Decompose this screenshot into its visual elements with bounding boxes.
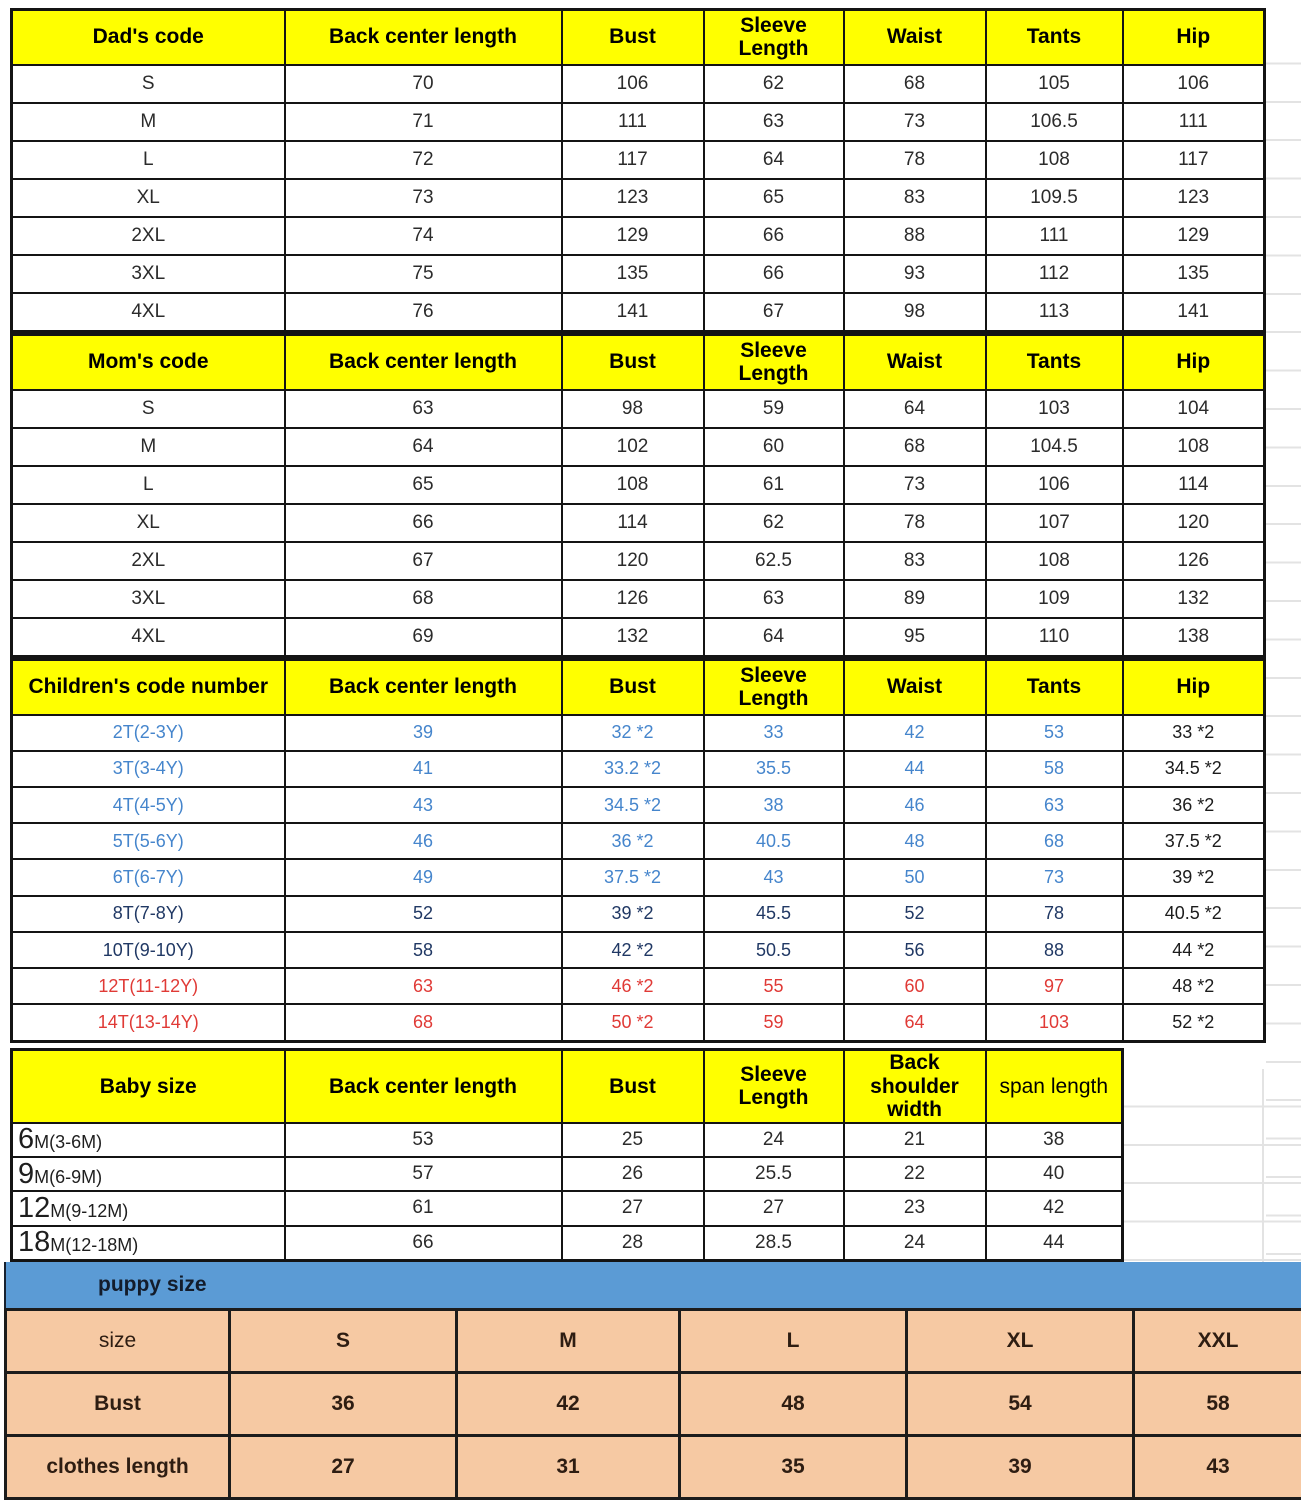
table-cell: 108 xyxy=(986,141,1123,179)
table-cell: 27 xyxy=(230,1436,457,1499)
table-cell: 66 xyxy=(285,504,562,542)
table-cell: 67 xyxy=(704,293,844,332)
table-cell: 24 xyxy=(844,1226,986,1261)
column-header: Back center length xyxy=(285,10,562,65)
table-cell: 75 xyxy=(285,255,562,293)
mom-table-header xyxy=(12,335,1265,390)
table-cell: 66 xyxy=(704,217,844,255)
table-cell: 78 xyxy=(986,896,1123,932)
size-label-big: 12 xyxy=(18,1191,51,1224)
table-cell: 40 xyxy=(986,1157,1123,1191)
puppy-size-band xyxy=(4,1262,1301,1308)
table-cell: 42 xyxy=(457,1373,680,1436)
table-cell: 44 *2 xyxy=(1123,932,1265,968)
table-cell: 23 xyxy=(844,1191,986,1225)
table-cell: 61 xyxy=(704,466,844,504)
column-header: span length xyxy=(986,1050,1123,1123)
table-cell: 21 xyxy=(844,1123,986,1157)
table-row xyxy=(12,1004,1265,1041)
table-cell: 33 xyxy=(704,715,844,751)
table-cell: 42 xyxy=(986,1191,1123,1225)
table-cell: 62 xyxy=(704,504,844,542)
table-cell: 44 xyxy=(844,751,986,787)
table-cell: 42 *2 xyxy=(562,932,704,968)
table-cell: 106.5 xyxy=(986,103,1123,141)
table-cell: 88 xyxy=(844,217,986,255)
table-cell: 110 xyxy=(986,618,1123,657)
table-cell: 73 xyxy=(844,466,986,504)
table-cell: 123 xyxy=(1123,179,1265,217)
table-cell: L xyxy=(12,466,285,504)
column-header: Bust xyxy=(562,660,704,715)
table-cell: 106 xyxy=(1123,65,1265,103)
table-cell: 108 xyxy=(1123,428,1265,466)
table-cell: 40.5 *2 xyxy=(1123,896,1265,932)
table-cell: 8T(7-8Y) xyxy=(12,896,285,932)
table-cell: 27 xyxy=(704,1191,844,1225)
size-label-cell xyxy=(12,1123,285,1157)
table-cell: 58 xyxy=(285,932,562,968)
row-label-cell: Bust xyxy=(6,1373,230,1436)
table-cell: 109 xyxy=(986,580,1123,618)
table-cell: 39 *2 xyxy=(1123,859,1265,895)
table-cell: 32 *2 xyxy=(562,715,704,751)
column-header: Hip xyxy=(1123,335,1265,390)
table-row xyxy=(12,1191,1123,1225)
table-row xyxy=(12,618,1265,657)
table-cell: 117 xyxy=(562,141,704,179)
table-cell: 33 *2 xyxy=(1123,715,1265,751)
spreadsheet-gridlines-baby xyxy=(1124,1069,1301,1262)
table-row xyxy=(12,103,1265,141)
table-cell: 120 xyxy=(562,542,704,580)
table-cell: 69 xyxy=(285,618,562,657)
table-cell: 36 *2 xyxy=(1123,787,1265,823)
column-header: Mom's code xyxy=(12,335,285,390)
column-header: Children's code number xyxy=(12,660,285,715)
table-cell: 48 xyxy=(844,823,986,859)
column-header: Back center length xyxy=(285,335,562,390)
table-cell: 24 xyxy=(704,1123,844,1157)
table-cell: 28 xyxy=(562,1226,704,1261)
table-cell: 35 xyxy=(680,1436,907,1499)
table-cell: 73 xyxy=(844,103,986,141)
column-header: Dad's code xyxy=(12,10,285,65)
table-cell: XL xyxy=(12,504,285,542)
table-row xyxy=(12,1157,1123,1191)
table-row xyxy=(12,293,1265,332)
mom-size-table xyxy=(10,333,1266,658)
table-cell: 39 xyxy=(907,1436,1134,1499)
table-cell: 106 xyxy=(986,466,1123,504)
table-cell: 102 xyxy=(562,428,704,466)
column-header: Baby size xyxy=(12,1050,285,1123)
baby-size-table xyxy=(10,1048,1124,1262)
table-cell: 64 xyxy=(844,1004,986,1041)
column-header: Sleeve Length xyxy=(704,335,844,390)
table-cell: 49 xyxy=(285,859,562,895)
column-header: Back center length xyxy=(285,660,562,715)
table-cell: 141 xyxy=(1123,293,1265,332)
table-cell: 76 xyxy=(285,293,562,332)
table-cell: 83 xyxy=(844,542,986,580)
table-cell: 42 xyxy=(844,715,986,751)
column-header: Back shoulder width xyxy=(844,1050,986,1123)
table-cell: 64 xyxy=(704,618,844,657)
size-label-cell xyxy=(12,1226,285,1261)
table-cell: 28.5 xyxy=(704,1226,844,1261)
table-cell: 56 xyxy=(844,932,986,968)
table-cell: 141 xyxy=(562,293,704,332)
table-cell: 46 xyxy=(844,787,986,823)
table-cell: 4XL xyxy=(12,293,285,332)
table-cell: 55 xyxy=(704,968,844,1004)
row-label-cell: clothes length xyxy=(6,1436,230,1499)
children-header-row xyxy=(12,660,1265,715)
table-cell: 66 xyxy=(704,255,844,293)
column-header: Back center length xyxy=(285,1050,562,1123)
table-cell: S xyxy=(12,65,285,103)
table-cell: 98 xyxy=(844,293,986,332)
table-cell: 48 xyxy=(680,1373,907,1436)
table-row xyxy=(6,1310,1301,1373)
table-row xyxy=(12,787,1265,823)
table-cell: 50.5 xyxy=(704,932,844,968)
table-cell: 3XL xyxy=(12,580,285,618)
table-cell: 68 xyxy=(285,1004,562,1041)
table-cell: 50 *2 xyxy=(562,1004,704,1041)
table-cell: 46 *2 xyxy=(562,968,704,1004)
table-cell: 117 xyxy=(1123,141,1265,179)
table-cell: 46 xyxy=(285,823,562,859)
table-cell: 10T(9-10Y) xyxy=(12,932,285,968)
table-cell: 41 xyxy=(285,751,562,787)
table-cell: 65 xyxy=(704,179,844,217)
table-cell: 5T(5-6Y) xyxy=(12,823,285,859)
table-cell: 107 xyxy=(986,504,1123,542)
mom-header-row xyxy=(12,335,1265,390)
table-cell: 132 xyxy=(1123,580,1265,618)
column-header: Bust xyxy=(562,1050,704,1123)
table-cell: 68 xyxy=(844,428,986,466)
size-label-rest: M(12-18M) xyxy=(50,1235,139,1256)
table-cell: 34.5 *2 xyxy=(1123,751,1265,787)
table-row xyxy=(12,217,1265,255)
table-cell: 129 xyxy=(562,217,704,255)
table-cell: M xyxy=(12,103,285,141)
table-row xyxy=(12,428,1265,466)
table-cell: 63 xyxy=(986,787,1123,823)
table-cell: 114 xyxy=(562,504,704,542)
table-row xyxy=(6,1436,1301,1499)
size-label-cell xyxy=(12,1157,285,1191)
size-label-big: 6 xyxy=(18,1123,35,1156)
table-cell: 135 xyxy=(562,255,704,293)
table-cell: 38 xyxy=(986,1123,1123,1157)
table-cell: M xyxy=(12,428,285,466)
baby-table-body xyxy=(12,1123,1123,1261)
table-cell: 132 xyxy=(562,618,704,657)
baby-header-row xyxy=(12,1050,1123,1123)
table-cell: 111 xyxy=(986,217,1123,255)
mom-table-body xyxy=(12,390,1265,657)
table-row xyxy=(12,968,1265,1004)
table-cell: S xyxy=(12,390,285,428)
table-cell: 126 xyxy=(1123,542,1265,580)
table-cell: 64 xyxy=(704,141,844,179)
table-cell: 36 *2 xyxy=(562,823,704,859)
column-header: Sleeve Length xyxy=(704,1050,844,1123)
table-cell: 83 xyxy=(844,179,986,217)
column-header: Hip xyxy=(1123,10,1265,65)
table-cell: 63 xyxy=(285,968,562,1004)
table-cell: 126 xyxy=(562,580,704,618)
table-cell: 103 xyxy=(986,1004,1123,1041)
table-cell: 68 xyxy=(844,65,986,103)
table-cell: 40.5 xyxy=(704,823,844,859)
table-cell: 109.5 xyxy=(986,179,1123,217)
table-cell: 14T(13-14Y) xyxy=(12,1004,285,1041)
table-cell: 58 xyxy=(986,751,1123,787)
table-cell: 73 xyxy=(285,179,562,217)
table-cell: 95 xyxy=(844,618,986,657)
table-cell: 70 xyxy=(285,65,562,103)
column-header: Waist xyxy=(844,660,986,715)
table-cell: 39 xyxy=(285,715,562,751)
table-cell: 78 xyxy=(844,141,986,179)
table-cell: 74 xyxy=(285,217,562,255)
table-cell: 2XL xyxy=(12,217,285,255)
table-row xyxy=(12,504,1265,542)
column-header: Sleeve Length xyxy=(704,10,844,65)
children-table-header xyxy=(12,660,1265,715)
table-row xyxy=(12,580,1265,618)
table-cell: 37.5 *2 xyxy=(1123,823,1265,859)
table-cell: 67 xyxy=(285,542,562,580)
table-cell: 59 xyxy=(704,1004,844,1041)
table-cell: L xyxy=(680,1310,907,1373)
dad-table-header xyxy=(12,10,1265,65)
table-cell: 58 xyxy=(1134,1373,1301,1436)
table-cell: 43 xyxy=(704,859,844,895)
table-cell: 35.5 xyxy=(704,751,844,787)
table-cell: 22 xyxy=(844,1157,986,1191)
puppy-size-label: puppy size xyxy=(98,1273,207,1296)
table-cell: 43 xyxy=(1134,1436,1301,1499)
table-row xyxy=(12,859,1265,895)
table-cell: 68 xyxy=(986,823,1123,859)
table-cell: 104.5 xyxy=(986,428,1123,466)
table-cell: 43 xyxy=(285,787,562,823)
table-cell: 111 xyxy=(562,103,704,141)
table-cell: S xyxy=(230,1310,457,1373)
table-row xyxy=(12,932,1265,968)
table-cell: 39 *2 xyxy=(562,896,704,932)
table-cell: 103 xyxy=(986,390,1123,428)
table-cell: 93 xyxy=(844,255,986,293)
table-cell: 72 xyxy=(285,141,562,179)
size-label-rest: M(9-12M) xyxy=(50,1200,129,1221)
dad-table-body xyxy=(12,65,1265,332)
size-label-rest: M(3-6M) xyxy=(34,1132,103,1153)
table-cell: 3T(3-4Y) xyxy=(12,751,285,787)
table-cell: 135 xyxy=(1123,255,1265,293)
table-cell: XL xyxy=(907,1310,1134,1373)
table-cell: 62 xyxy=(704,65,844,103)
table-cell: XL xyxy=(12,179,285,217)
table-cell: 60 xyxy=(844,968,986,1004)
table-cell: 25.5 xyxy=(704,1157,844,1191)
table-cell: 61 xyxy=(285,1191,562,1225)
table-cell: 111 xyxy=(1123,103,1265,141)
table-cell: 65 xyxy=(285,466,562,504)
table-cell: 33.2 *2 xyxy=(562,751,704,787)
table-cell: XXL xyxy=(1134,1310,1301,1373)
table-row xyxy=(12,896,1265,932)
table-cell: 64 xyxy=(285,428,562,466)
table-cell: 63 xyxy=(704,580,844,618)
table-row xyxy=(12,255,1265,293)
table-cell: 2T(2-3Y) xyxy=(12,715,285,751)
table-cell: 53 xyxy=(986,715,1123,751)
table-row xyxy=(12,1123,1123,1157)
table-cell: 4XL xyxy=(12,618,285,657)
dad-size-table xyxy=(10,8,1266,333)
table-cell: 36 xyxy=(230,1373,457,1436)
table-cell: 31 xyxy=(457,1436,680,1499)
table-cell: 89 xyxy=(844,580,986,618)
table-cell: 54 xyxy=(907,1373,1134,1436)
table-cell: 52 xyxy=(285,896,562,932)
table-cell: 6T(6-7Y) xyxy=(12,859,285,895)
table-cell: 63 xyxy=(704,103,844,141)
table-cell: 106 xyxy=(562,65,704,103)
table-row xyxy=(12,751,1265,787)
table-cell: 108 xyxy=(562,466,704,504)
column-header: Sleeve Length xyxy=(704,660,844,715)
table-cell: 88 xyxy=(986,932,1123,968)
table-cell: 104 xyxy=(1123,390,1265,428)
table-cell: 71 xyxy=(285,103,562,141)
table-cell: 120 xyxy=(1123,504,1265,542)
table-cell: 59 xyxy=(704,390,844,428)
table-cell: M xyxy=(457,1310,680,1373)
table-cell: 12T(11-12Y) xyxy=(12,968,285,1004)
table-cell: 138 xyxy=(1123,618,1265,657)
table-cell: 44 xyxy=(986,1226,1123,1261)
table-cell: 48 *2 xyxy=(1123,968,1265,1004)
size-label-big: 9 xyxy=(18,1157,35,1190)
table-cell: 123 xyxy=(562,179,704,217)
row-label-cell: size xyxy=(6,1310,230,1373)
table-cell: 73 xyxy=(986,859,1123,895)
table-row xyxy=(12,823,1265,859)
table-row xyxy=(12,1226,1123,1261)
table-cell: 37.5 *2 xyxy=(562,859,704,895)
column-header: Waist xyxy=(844,335,986,390)
table-cell: 52 *2 xyxy=(1123,1004,1265,1041)
table-cell: 78 xyxy=(844,504,986,542)
column-header: Tants xyxy=(986,660,1123,715)
table-row xyxy=(12,179,1265,217)
puppy-table-body xyxy=(6,1310,1301,1499)
table-row xyxy=(6,1373,1301,1436)
table-cell: 60 xyxy=(704,428,844,466)
table-row xyxy=(12,141,1265,179)
table-cell: 62.5 xyxy=(704,542,844,580)
children-table-body xyxy=(12,715,1265,1042)
size-label-rest: M(6-9M) xyxy=(34,1166,103,1187)
column-header: Bust xyxy=(562,335,704,390)
table-cell: 114 xyxy=(1123,466,1265,504)
table-row xyxy=(12,466,1265,504)
puppy-size-table xyxy=(4,1308,1301,1500)
table-cell: 25 xyxy=(562,1123,704,1157)
column-header: Hip xyxy=(1123,660,1265,715)
dad-header-row xyxy=(12,10,1265,65)
column-header: Waist xyxy=(844,10,986,65)
table-row xyxy=(12,542,1265,580)
table-row xyxy=(12,390,1265,428)
table-cell: 105 xyxy=(986,65,1123,103)
table-cell: 50 xyxy=(844,859,986,895)
table-cell: 27 xyxy=(562,1191,704,1225)
table-cell: 34.5 *2 xyxy=(562,787,704,823)
table-cell: 113 xyxy=(986,293,1123,332)
baby-table-header xyxy=(12,1050,1123,1123)
size-label-cell xyxy=(12,1191,285,1225)
table-cell: L xyxy=(12,141,285,179)
table-cell: 68 xyxy=(285,580,562,618)
table-cell: 26 xyxy=(562,1157,704,1191)
table-cell: 2XL xyxy=(12,542,285,580)
table-cell: 108 xyxy=(986,542,1123,580)
table-row xyxy=(12,715,1265,751)
table-cell: 38 xyxy=(704,787,844,823)
table-cell: 53 xyxy=(285,1123,562,1157)
table-cell: 112 xyxy=(986,255,1123,293)
table-cell: 63 xyxy=(285,390,562,428)
spreadsheet-gridline-vertical xyxy=(1262,1069,1264,1262)
table-cell: 98 xyxy=(562,390,704,428)
column-header: Tants xyxy=(986,335,1123,390)
table-cell: 97 xyxy=(986,968,1123,1004)
children-size-table xyxy=(10,658,1266,1043)
table-row xyxy=(12,65,1265,103)
table-cell: 45.5 xyxy=(704,896,844,932)
table-cell: 52 xyxy=(844,896,986,932)
table-cell: 3XL xyxy=(12,255,285,293)
table-cell: 129 xyxy=(1123,217,1265,255)
table-cell: 64 xyxy=(844,390,986,428)
size-label-big: 18 xyxy=(18,1226,51,1259)
table-cell: 57 xyxy=(285,1157,562,1191)
table-cell: 4T(4-5Y) xyxy=(12,787,285,823)
column-header: Bust xyxy=(562,10,704,65)
table-cell: 66 xyxy=(285,1226,562,1261)
column-header: Tants xyxy=(986,10,1123,65)
